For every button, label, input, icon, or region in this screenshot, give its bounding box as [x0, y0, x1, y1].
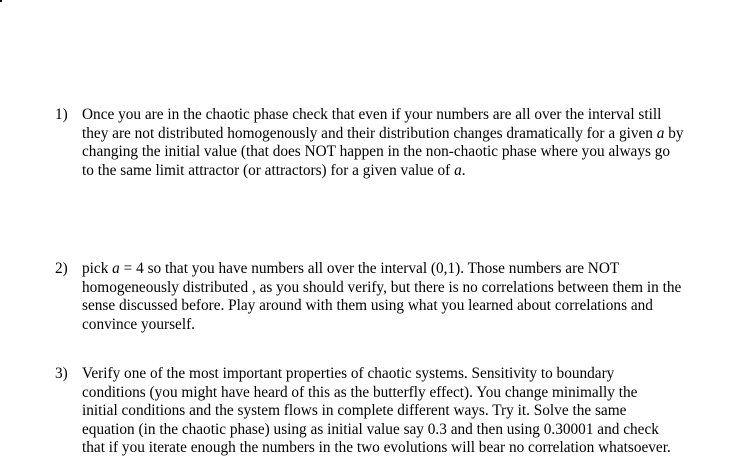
text-line: conditions (you might have heard of this as the butterfly effect). You change minimally the — [82, 383, 638, 401]
text-line: to the same limit attractor (or attractors) for a given value of a. — [82, 161, 466, 179]
text-line: Verify one of the most important properties of chaotic systems. Sensitivity to boundary — [82, 365, 615, 382]
text-line: pick a = 4 so that you have numbers all over the interval (0,1). Those numbers are NOT — [82, 260, 620, 277]
item-number: 1) — [55, 106, 68, 123]
text-line: that if you iterate enough the numbers in the two evolutions will bear no correlation whatsoever. — [82, 439, 671, 457]
corner-mark — [0, 0, 2, 2]
item-number: 2) — [55, 260, 68, 277]
list-item-1 — [55, 106, 720, 180]
item-number: 3) — [55, 365, 68, 382]
text-line: equation (in the chaotic phase) using as initial value say 0.3 and then using 0.30001 and check — [82, 420, 659, 438]
text-line: they are not distributed homogenously and their distribution changes dramatically for a given a by — [82, 124, 684, 142]
text-line: Once you are in the chaotic phase check that even if your numbers are all over the interval still — [82, 106, 662, 123]
item-text — [82, 260, 720, 334]
item-text — [82, 106, 720, 180]
text-line: sense discussed before. Play around with them using what you learned about correlations and — [82, 297, 653, 315]
list-item-2 — [55, 260, 720, 334]
text-line: homogeneously distributed , as you should verify, but there is no correlations between them in the — [82, 278, 682, 296]
item-text — [82, 365, 720, 458]
text-line: changing the initial value (that does NOT happen in the non-chaotic phase where you always go — [82, 143, 671, 161]
text-line: convince yourself. — [82, 315, 195, 333]
list-item-3 — [55, 365, 720, 458]
text-line: initial conditions and the system flows in complete different ways. Try it. Solve the same — [82, 402, 627, 420]
